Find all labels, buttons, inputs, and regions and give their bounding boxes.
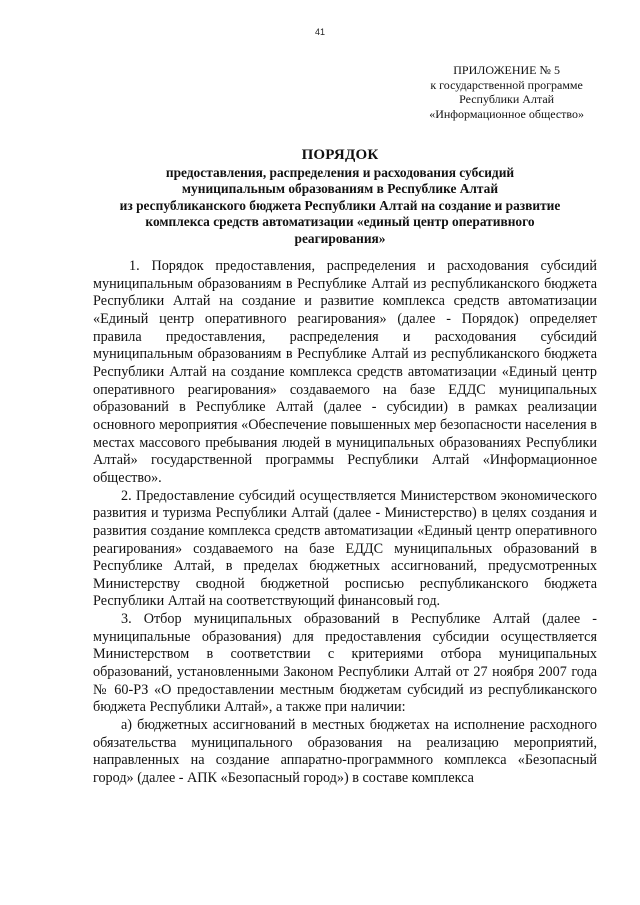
title-main: ПОРЯДОК: [301, 147, 379, 163]
title-line-1: предоставления, распределения и расходования субсидий: [165, 165, 515, 180]
document-title: [80, 146, 600, 247]
appendix-program-ref: к государственной программе: [430, 77, 583, 92]
title-line-3: из республиканского бюджета Республики Алтай на создание и развитие: [119, 197, 561, 213]
appendix-number: ПРИЛОЖЕНИЕ № 5: [453, 63, 560, 77]
paragraph-2: 2. Предоставление субсидий осуществляется Министерством экономического развития и туризма Республики Алтай (далее - Министерство) в целях создания и развития создание комплекса средств автоматизации «Единый центр оперативного реагирования» создаваемого на базе ЕДДС муниципальных образований в Республике Алтай, в пределах бюджетных ассигнований, предусмотренных Министерству сводной бюджетной росписью республиканского бюджета Республики Алтай на соответствующий финансовый год.: [93, 487, 597, 610]
title-line-5: реагирования»: [294, 230, 386, 246]
appendix-header: [429, 63, 584, 121]
paragraph-3a: а) бюджетных ассигнований в местных бюджетах на исполнение расходного обязательства муниципального образования на реализацию мероприятий, направленных на создание аппаратно-программного комплекса «Безопасный город» (далее - АПК «Безопасный город») в составе комплекса: [93, 717, 597, 787]
page-number: 41: [314, 27, 325, 37]
appendix-program-name: «Информационное общество»: [429, 106, 584, 121]
title-line-2: муниципальным образованиям в Республике Алтай: [181, 181, 499, 197]
title-line-4: комплекса средств автоматизации «единый центр оперативного: [145, 214, 535, 230]
appendix-region: Республики Алтай: [459, 92, 555, 106]
paragraph-1: 1. Порядок предоставления, распределения и расходования субсидий муниципальным образованиям в Республике Алтай из республиканского бюджета Республики Алтай на создание и развитие комплекса средств автоматизации «Единый центр оперативного реагирования» (далее - Порядок) определяет правила предоставления, распределения и расходования субсидий муниципальным образованиям в Республике Алтай из республиканского бюджета Республики Алтай на создание комплекса средств автоматизации «Единый центр оперативного реагирования» создаваемого на базе ЕДДС муниципальных образований в Республике Алтай (далее - субсидии) в рамках реализации основного мероприятия «Обеспечение повышенных мер безопасности населения в местах массового пребывания людей в муниципальных образованиях Республики Алтай» государственной программы Республики Алтай «Информационное общество».: [93, 258, 597, 486]
paragraph-3: 3. Отбор муниципальных образований в Республике Алтай (далее - муниципальные образования) для предоставления субсидии осуществляется Министерством в соответствии с критериями отбора муниципальных образований, установленными Законом Республики Алтай от 27 ноября 2007 года № 60-РЗ «О предоставлении местным бюджетам субсидий из республиканского бюджета Республики Алтай», а также при наличии:: [93, 611, 597, 716]
document-body: [93, 258, 597, 788]
